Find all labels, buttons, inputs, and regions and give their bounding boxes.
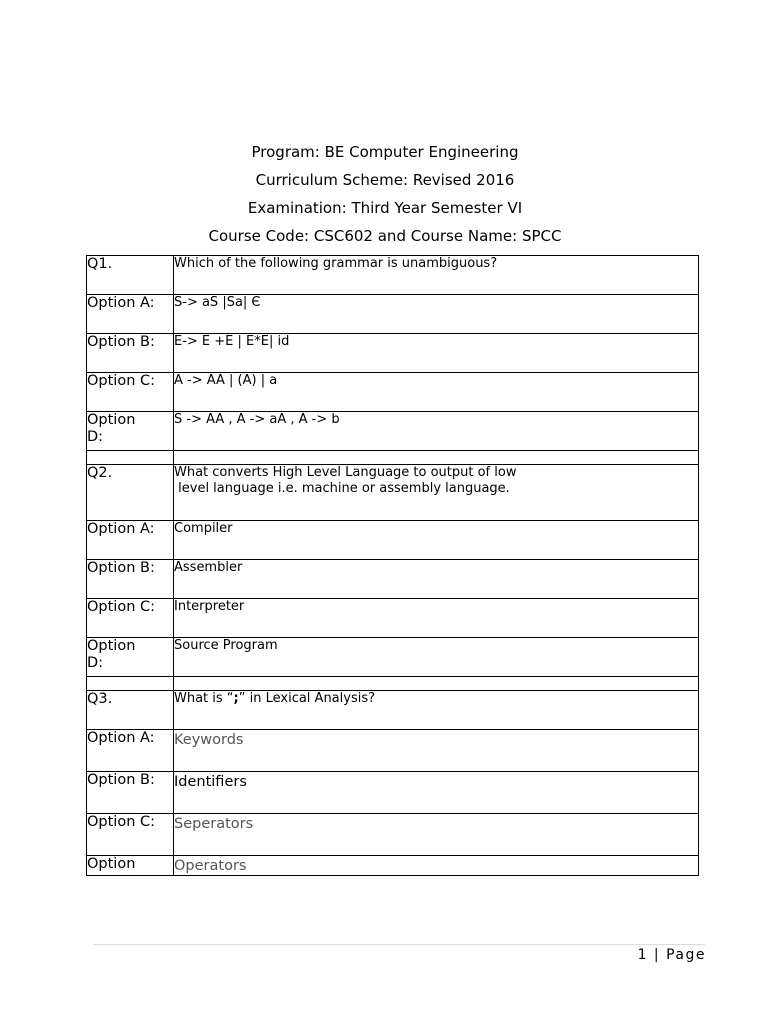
option-text: Assembler	[174, 560, 699, 599]
option-row-a	[87, 295, 699, 334]
question-row-q3	[87, 691, 699, 730]
option-row-c	[87, 373, 699, 412]
option-label: Option B:	[87, 772, 174, 814]
option-text: A -> AA | (A) | a	[174, 373, 699, 412]
course-code: Course Code: CSC602 and Course Name: SPCC	[208, 227, 562, 245]
question-text: Which of the following grammar is unambiguous?	[174, 256, 699, 295]
examination-title: Examination: Third Year Semester VI	[247, 199, 523, 217]
option-label: Option	[87, 856, 174, 876]
option-text: S -> AA , A -> aA , A -> b	[174, 412, 699, 451]
option-text: Interpreter	[174, 599, 699, 638]
program-title: Program: BE Computer Engineering	[251, 143, 519, 161]
question-row-q1	[87, 256, 699, 295]
option-label: Option B:	[87, 334, 174, 373]
option-text: Source Program	[174, 638, 699, 677]
option-label: Option C:	[87, 599, 174, 638]
question-table	[86, 255, 699, 876]
question-label: Q3.	[87, 691, 174, 730]
option-label: Option D:	[87, 638, 174, 677]
page-number	[638, 947, 706, 963]
option-text: Seperators	[174, 814, 699, 856]
option-text: Operators	[174, 856, 699, 876]
option-text: Keywords	[174, 730, 699, 772]
option-label: Option D:	[87, 412, 174, 451]
semicolon-symbol: ;	[233, 691, 239, 706]
option-row-d	[87, 412, 699, 451]
option-row-c	[87, 599, 699, 638]
question-text	[174, 691, 699, 730]
option-text: Compiler	[174, 521, 699, 560]
curriculum-scheme: Curriculum Scheme: Revised 2016	[255, 171, 515, 189]
footer-divider	[93, 944, 705, 945]
question-row-q2	[87, 465, 699, 521]
option-row-d	[87, 638, 699, 677]
option-row-a	[87, 521, 699, 560]
option-row-b	[87, 560, 699, 599]
spacer-row	[87, 451, 699, 465]
option-label: Option C:	[87, 373, 174, 412]
question-text: What converts High Level Language to output of low level language i.e. machine or assembly language.	[174, 465, 699, 521]
option-label: Option C:	[87, 814, 174, 856]
option-row-b	[87, 334, 699, 373]
page-number-value: 1	[637, 947, 648, 963]
page-label: | Page	[647, 947, 706, 963]
question-text-post: ” in Lexical Analysis?	[238, 691, 376, 706]
spacer-row	[87, 677, 699, 691]
option-row-d	[87, 856, 699, 876]
option-row-a	[87, 730, 699, 772]
option-label: Option A:	[87, 730, 174, 772]
option-label: Option A:	[87, 521, 174, 560]
option-text: S-> aS |Sa| Є	[174, 295, 699, 334]
option-text: Identifiers	[174, 772, 699, 814]
question-label: Q2.	[87, 465, 174, 521]
question-label: Q1.	[87, 256, 174, 295]
question-text-pre: What is “	[174, 691, 234, 706]
option-text: E-> E +E | E*E| id	[174, 334, 699, 373]
option-row-b	[87, 772, 699, 814]
option-label: Option B:	[87, 560, 174, 599]
option-row-c	[87, 814, 699, 856]
option-label: Option A:	[87, 295, 174, 334]
exam-header	[0, 141, 770, 253]
